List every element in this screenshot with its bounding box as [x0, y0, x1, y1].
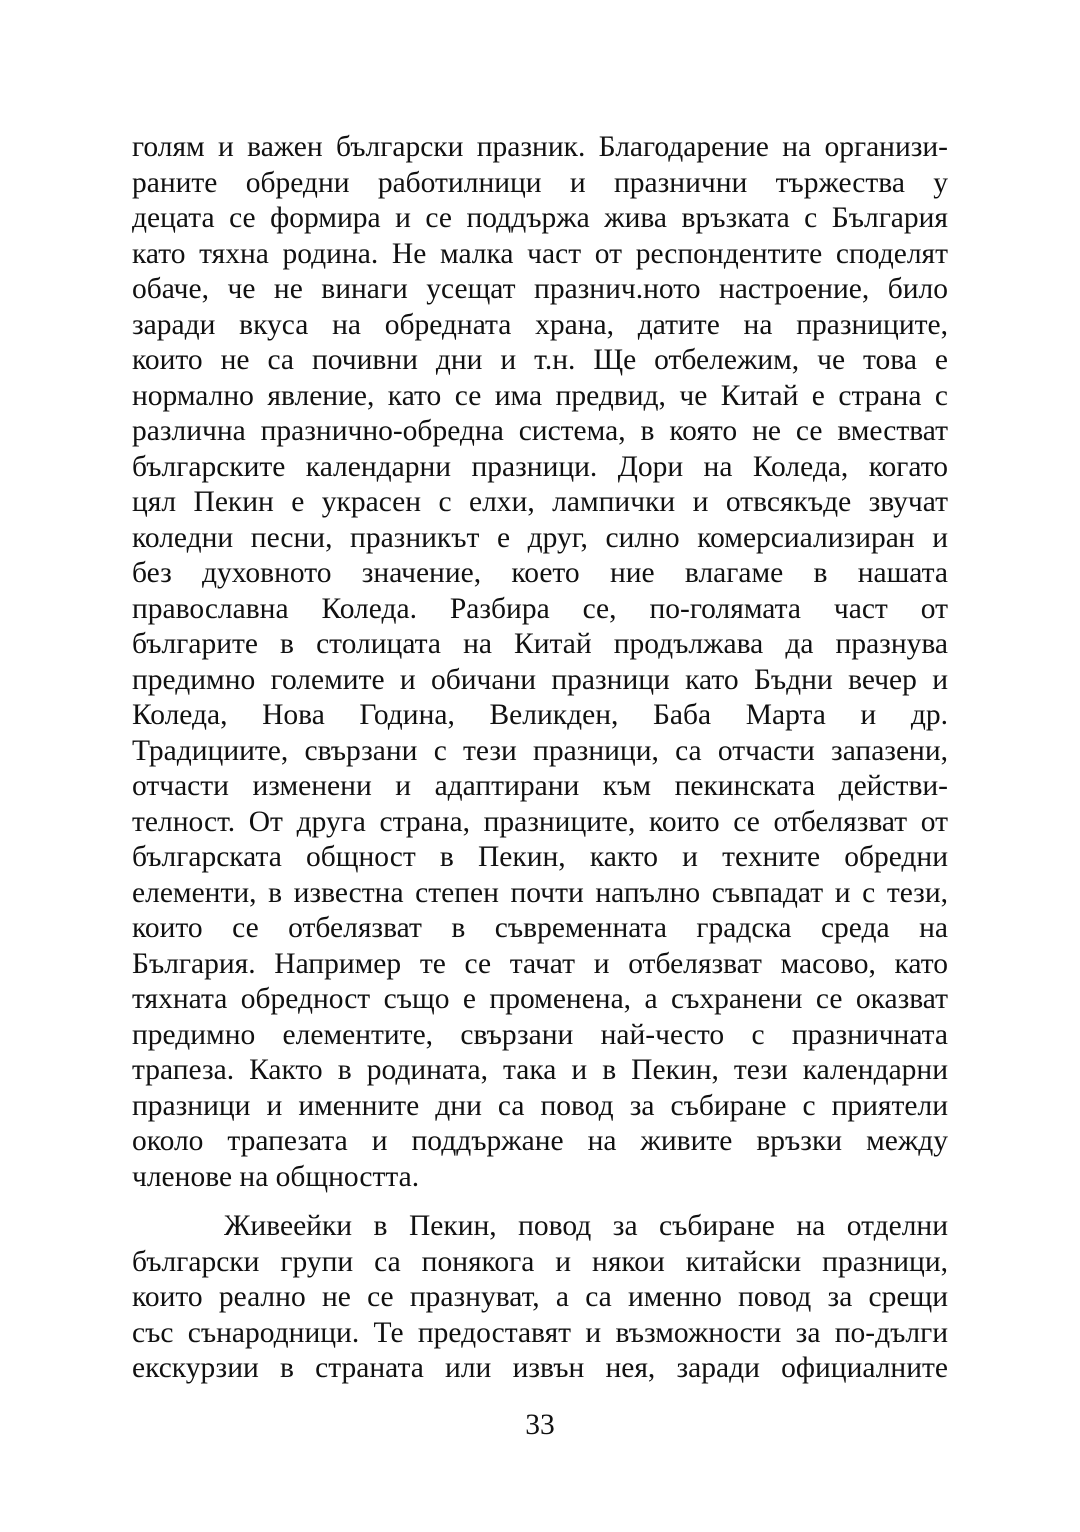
text-line: около трапезата и поддържане на живите връзки между [132, 1125, 948, 1157]
text-line: православна Коледа. Разбира се, по-голямата част от [132, 592, 948, 625]
text-line: коледни песни, празникът е друг, силно комерсиализиран и [132, 521, 948, 554]
text-line: като тяхна родина. Не малка част от респондентите споделят [132, 237, 948, 270]
text-line: Коледа, Нова Година, Великден, Баба Марта и др. [132, 699, 948, 731]
page-number: 33 [525, 1409, 555, 1441]
text-line: предимно елементите, свързани най-често с празничната [132, 1018, 948, 1051]
text-line: които се отбелязват в съвременната градска среда на [132, 912, 948, 944]
text-line: заради вкуса на обредната храна, датите на празниците, [132, 308, 948, 341]
text-line: обаче, че не винаги усещат празнич.ното настроение, било [132, 273, 948, 305]
text-line: българите в столицата на Китай продължава да празнува [132, 628, 948, 660]
text-line: със сънародници. Те предоставят и възможности за по-дълги [132, 1316, 948, 1349]
text-line: трапеза. Както в родината, така и в Пекин, тези календарни [132, 1054, 948, 1086]
text-line: раните обредни работилници и празнични тържества у [132, 166, 948, 199]
text-line: Живеейки в Пекин, повод за събиране на отделни [224, 1210, 948, 1242]
text-line: Традициите, свързани с тези празници, са отчасти запазени, [132, 734, 948, 767]
text-line: екскурзии в страната или извън нея, заради официалните [132, 1352, 948, 1384]
paragraph-1 [132, 130, 948, 1195]
paragraph-spacing [132, 1195, 948, 1209]
text-line: предимно големите и обичани празници като Бъдни вечер и [132, 663, 948, 696]
text-line: България. Например те се тачат и отбелязват масово, като [132, 947, 948, 980]
text-line: голям и важен български празник. Благодарение на организи- [132, 131, 948, 163]
paragraph-2 [132, 1209, 948, 1387]
text-line: децата се формира и се поддържа жива връзката с България [132, 202, 948, 234]
text-line: различна празнично-обредна система, в която не се вместват [132, 415, 948, 447]
text-line: българската общност в Пекин, както и техните обредни [132, 841, 948, 873]
text-line: телност. От друга страна, празниците, които се отбелязват от [132, 805, 948, 838]
text-line: българските календарни празници. Дори на Коледа, когато [132, 450, 948, 483]
text-line: отчасти изменени и адаптирани към пекинската действи- [132, 770, 948, 802]
text-line: които реално не се празнуват, а са именно повод за срещи [132, 1281, 948, 1313]
text-line: нормално явление, като се има предвид, че Китай е страна с [132, 379, 948, 412]
text-line: членове на общността. [132, 1160, 420, 1193]
text-line: без духовното значение, което ние влагаме в нашата [132, 557, 948, 589]
text-line: празници и именните дни са повод за събиране с приятели [132, 1089, 948, 1122]
body-text [132, 130, 948, 1387]
text-line: елементи, в известна степен почти напълно съвпадат и с тези, [132, 876, 948, 909]
text-line: български групи са понякога и някои китайски празници, [132, 1245, 948, 1278]
text-line: цял Пекин е украсен с елхи, лампички и отвсякъде звучат [132, 486, 948, 518]
text-line: които не са почивни дни и т.н. Ще отбележим, че това е [132, 344, 948, 376]
text-line: тяхната обредност също е променена, а съхранени се оказват [132, 983, 948, 1015]
